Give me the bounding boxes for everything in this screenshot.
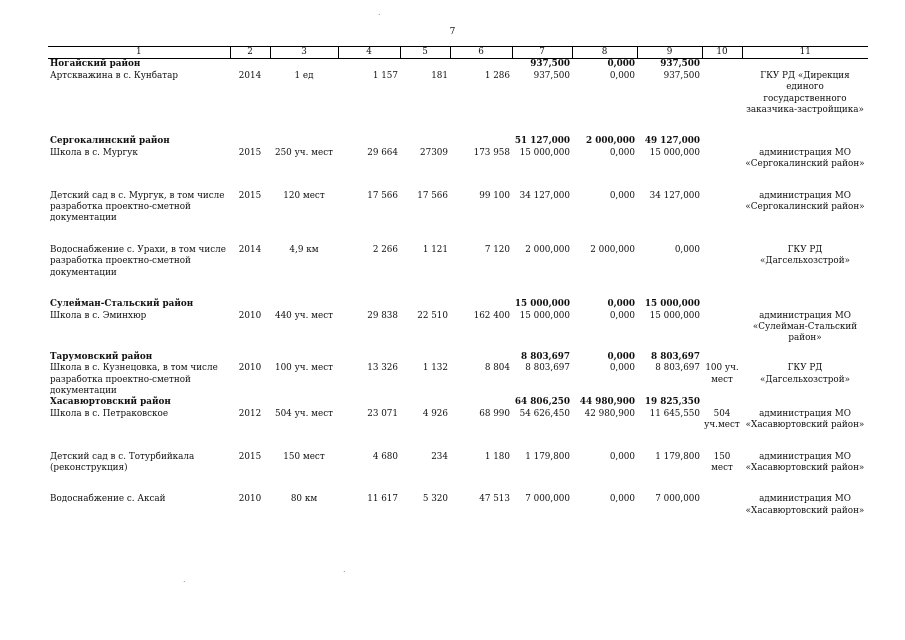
spacer-cell: [48, 474, 868, 494]
cell-c5: [400, 59, 450, 71]
cell-c4: [338, 136, 400, 147]
cell-c10: [702, 352, 742, 363]
scan-speck: .: [343, 565, 346, 574]
investment-table: [48, 46, 868, 517]
cell-c11: [742, 299, 868, 310]
table-body: [48, 59, 868, 517]
cell-c7: 51 127,000: [514, 136, 570, 147]
cell-c10: [702, 59, 742, 71]
cell-c8: 0,000: [607, 351, 635, 362]
cell-c7: 8 803,697: [521, 351, 570, 362]
cell-year: [230, 136, 270, 147]
cell-year: 2015: [238, 451, 262, 462]
page-number: 7: [449, 27, 456, 37]
cell-cap: [270, 352, 338, 363]
cell-c10: 504 уч.мест: [704, 408, 740, 431]
cell-c6: 99 100: [479, 190, 510, 201]
cell-c11: администрация МО «Хасавюртовский район»: [745, 408, 865, 431]
cell-c9: 1 179,800: [655, 451, 700, 462]
table-row: [48, 311, 868, 345]
cell-c8: 0,000: [609, 190, 635, 201]
spacer-cell: [48, 116, 868, 136]
cell-c5: [400, 299, 450, 310]
row-spacer: [48, 345, 868, 352]
cell-year: 2012: [238, 408, 262, 419]
cell-c5: [400, 136, 450, 147]
cell-c4: 29 664: [367, 147, 398, 158]
cell-c6: 7 120: [484, 244, 510, 255]
cell-c8: 0,000: [609, 363, 635, 374]
cell-c7: 15 000,000: [519, 310, 570, 321]
row-spacer: [48, 171, 868, 191]
district-row: [48, 136, 868, 147]
cell-year: 2015: [238, 190, 262, 201]
spacer-cell: [48, 279, 868, 299]
cell-c5: 5 320: [422, 494, 448, 505]
cell-year: 2010: [238, 363, 262, 374]
cell-c7: 54 626,450: [519, 408, 570, 419]
cell-cap: 4,9 км: [289, 244, 319, 255]
cell-year: [230, 299, 270, 310]
cell-c6: [450, 352, 512, 363]
cell-name: Ногайский район: [50, 59, 141, 70]
cell-c7: 15 000,000: [519, 147, 570, 158]
row-spacer: [48, 474, 868, 494]
spacer-cell: [48, 171, 868, 191]
column-header-2: 2: [230, 47, 270, 59]
district-row: [48, 299, 868, 310]
cell-name: Хасавюртовский район: [50, 397, 171, 408]
cell-c11: [742, 59, 868, 71]
cell-c5: [400, 397, 450, 408]
cell-c6: [450, 136, 512, 147]
cell-c8: 2 000,000: [590, 244, 635, 255]
table-row: [48, 409, 868, 432]
scan-speck: .: [183, 575, 186, 584]
cell-year: [230, 352, 270, 363]
cell-c6: 8 804: [484, 363, 510, 374]
cell-c6: 1 286: [484, 70, 510, 81]
table-row: [48, 191, 868, 225]
cell-cap: 504 уч. мест: [274, 408, 333, 419]
column-header-6: 6: [450, 47, 512, 59]
column-header-4: 4: [338, 47, 400, 59]
cell-cap: [270, 136, 338, 147]
cell-c9: 34 127,000: [649, 190, 700, 201]
cell-year: 2014: [238, 70, 262, 81]
table-row: [48, 494, 868, 517]
spacer-cell: [48, 225, 868, 245]
cell-c4: 2 266: [372, 244, 398, 255]
cell-c6: 68 990: [479, 408, 510, 419]
cell-c6: [450, 59, 512, 71]
cell-c11: ГКУ РД «Дагсельхозстрой»: [760, 244, 850, 267]
cell-c4: 11 617: [367, 494, 398, 505]
cell-c11: ГКУ РД «Дагсельхозстрой»: [760, 363, 850, 385]
cell-cap: 150 мест: [283, 451, 325, 462]
cell-c5: [400, 352, 450, 363]
row-spacer: [48, 279, 868, 299]
cell-c11: администрация МО «Сергокалинский район»: [745, 190, 865, 213]
cell-cap: [270, 299, 338, 310]
cell-name: Детский сад в с. Мургук, в том числе разработка проектно-сметной документации: [50, 190, 225, 224]
table-row: [48, 245, 868, 279]
cell-c4: 17 566: [367, 190, 398, 201]
cell-c4: [338, 352, 400, 363]
cell-c7: 7 000,000: [525, 494, 570, 505]
cell-c6: 173 958: [473, 147, 510, 158]
cell-c6: [450, 397, 512, 408]
cell-c9: 15 000,000: [644, 299, 700, 310]
cell-cap: 120 мест: [283, 190, 325, 201]
cell-c8: 0,000: [609, 310, 635, 321]
cell-cap: 440 уч. мест: [274, 310, 333, 321]
table-row: [48, 452, 868, 475]
table-row: [48, 71, 868, 117]
cell-c9: 937,500: [663, 70, 700, 81]
spacer-cell: [48, 432, 868, 452]
cell-year: 2015: [238, 147, 262, 158]
column-header-11: 11: [742, 47, 868, 59]
cell-c11: [742, 397, 868, 408]
cell-c9: 11 645,550: [649, 408, 700, 419]
column-header-5: 5: [400, 47, 450, 59]
cell-c11: [742, 136, 868, 147]
cell-c7: 64 806,250: [514, 397, 570, 408]
cell-c4: 1 157: [372, 70, 398, 81]
district-row: [48, 352, 868, 363]
cell-name: Школа в с. Петраковское: [50, 408, 169, 419]
table-row: [48, 363, 868, 397]
cell-c9: 49 127,000: [644, 136, 700, 147]
cell-c11: администрация МО «Сергокалинский район»: [745, 147, 865, 170]
cell-c4: [338, 299, 400, 310]
column-header-8: 8: [572, 47, 637, 59]
cell-c7: 8 803,697: [525, 363, 570, 374]
cell-c10: [702, 191, 742, 225]
cell-c5: 27309: [420, 147, 448, 158]
cell-c9: 8 803,697: [655, 363, 700, 374]
cell-cap: [270, 59, 338, 71]
scan-speck: .: [378, 8, 381, 17]
row-spacer: [48, 116, 868, 136]
cell-c10: [702, 71, 742, 117]
district-row: [48, 59, 868, 71]
column-header-7: 7: [512, 47, 572, 59]
cell-c7: 937,500: [533, 70, 570, 81]
cell-c11: администрация МО «Хасавюртовский район»: [745, 451, 865, 473]
cell-name: Сулейман-Стальский район: [50, 299, 194, 310]
cell-c9: 0,000: [674, 244, 700, 255]
cell-c10: [702, 136, 742, 147]
cell-c11: администрация МО «Сулейман-Стальский район»: [752, 310, 858, 344]
cell-c7: 2 000,000: [525, 244, 570, 255]
cell-c4: [338, 397, 400, 408]
cell-c8: 0,000: [609, 451, 635, 462]
row-spacer: [48, 225, 868, 245]
spacer-cell: [48, 345, 868, 352]
column-header-10: 10: [702, 47, 742, 59]
cell-name: Школа в с. Кузнецовка, в том числе разработка проектно-сметной документации: [50, 363, 218, 396]
cell-cap: 1 ед: [294, 70, 314, 81]
cell-c11: [742, 352, 868, 363]
cell-c8: 0,000: [609, 494, 635, 505]
cell-c7: 1 179,800: [525, 451, 570, 462]
cell-year: [230, 397, 270, 408]
cell-c4: [338, 59, 400, 71]
cell-c11: администрация МО «Хасавюртовский район»: [745, 494, 865, 516]
column-header-1: 1: [48, 47, 230, 59]
cell-c6: 1 180: [484, 451, 510, 462]
cell-name: Школа в с. Эминхюр: [50, 310, 147, 321]
cell-c8: 0,000: [607, 59, 635, 70]
cell-c5: 234: [431, 451, 448, 462]
cell-c8: 0,000: [607, 299, 635, 310]
cell-c8: 0,000: [609, 147, 635, 158]
cell-c9: 8 803,697: [651, 351, 700, 362]
cell-cap: 100 уч. мест: [274, 363, 333, 374]
cell-c11: ГКУ РД «Дирекция единого государственного заказчика-застройщика»: [746, 70, 864, 116]
cell-c6: 162 400: [473, 310, 510, 321]
cell-c7: 937,500: [530, 59, 570, 70]
cell-c10: 150 мест: [711, 451, 733, 473]
cell-c9: 15 000,000: [649, 310, 700, 321]
cell-c9: 15 000,000: [649, 147, 700, 158]
cell-c4: 13 326: [367, 363, 398, 374]
cell-c10: 100 уч. мест: [705, 363, 739, 385]
cell-cap: [270, 397, 338, 408]
cell-cap: 80 км: [290, 494, 318, 505]
header-row: [48, 47, 868, 59]
cell-c5: 4 926: [422, 408, 448, 419]
cell-c6: [450, 299, 512, 310]
cell-c9: 19 825,350: [644, 397, 700, 408]
column-header-9: 9: [637, 47, 702, 59]
cell-year: 2010: [238, 494, 262, 505]
cell-c7: 15 000,000: [514, 299, 570, 310]
column-header-3: 3: [270, 47, 338, 59]
cell-year: [230, 59, 270, 71]
cell-year: 2010: [238, 310, 262, 321]
cell-c8: 2 000,000: [586, 136, 635, 147]
cell-c5: 1 121: [422, 244, 448, 255]
cell-c10: [702, 299, 742, 310]
cell-c9: 937,500: [660, 59, 700, 70]
row-spacer: [48, 432, 868, 452]
cell-c10: [702, 245, 742, 279]
cell-c4: 4 680: [372, 451, 398, 462]
district-row: [48, 397, 868, 408]
cell-c10: [702, 494, 742, 517]
cell-name: Тарумовский район: [50, 351, 153, 362]
cell-name: Артскважина в с. Кунбатар: [50, 70, 179, 81]
cell-name: Водоснабжение с. Урахи, в том числе разработка проектно-сметной документации: [50, 244, 226, 278]
cell-c6: 47 513: [479, 494, 510, 505]
cell-c8: 42 980,900: [584, 408, 635, 419]
cell-c4: 23 071: [367, 408, 398, 419]
cell-name: Водоснабжение с. Аксай: [50, 494, 166, 505]
cell-cap: 250 уч. мест: [274, 147, 333, 158]
table-row: [48, 148, 868, 171]
cell-c8: 0,000: [609, 70, 635, 81]
cell-c9: 7 000,000: [655, 494, 700, 505]
cell-c8: 44 980,900: [579, 397, 635, 408]
cell-c5: 17 566: [417, 190, 448, 201]
table-header: [48, 47, 868, 59]
cell-c5: 181: [431, 70, 448, 81]
cell-name: Школа в с. Мургук: [50, 147, 138, 158]
cell-c10: [702, 311, 742, 345]
cell-c7: 34 127,000: [519, 190, 570, 201]
cell-name: Сергокалинский район: [50, 136, 170, 147]
cell-c10: [702, 397, 742, 408]
cell-c10: [702, 148, 742, 171]
cell-c4: 29 838: [367, 310, 398, 321]
cell-c5: 22 510: [417, 310, 448, 321]
cell-c5: 1 132: [422, 363, 448, 374]
cell-year: 2014: [238, 244, 262, 255]
cell-name: Детский сад в с. Тотурбийкала (реконструкция): [50, 451, 195, 473]
